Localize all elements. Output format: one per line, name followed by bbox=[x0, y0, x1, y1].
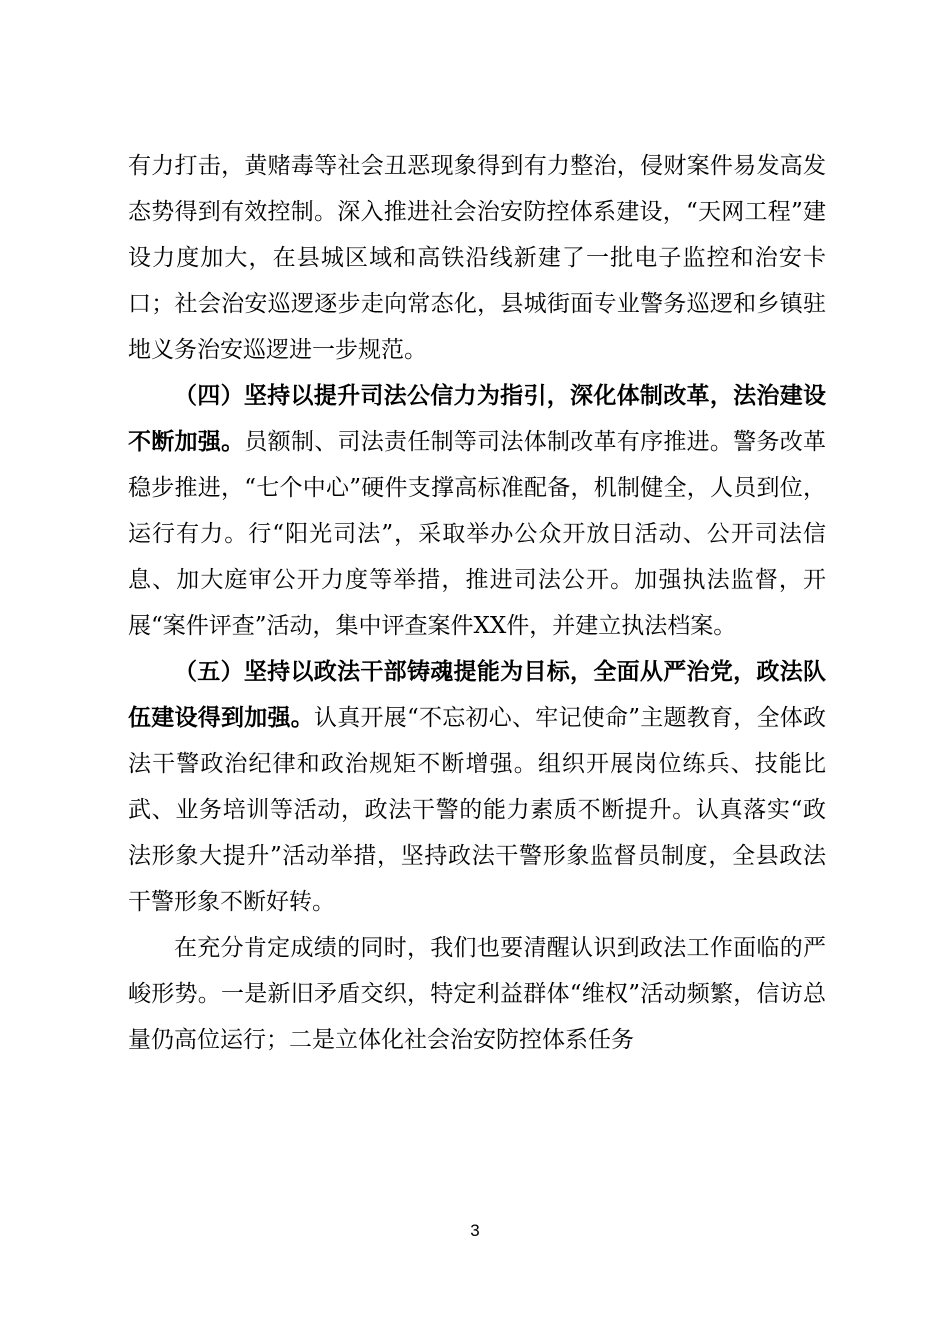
paragraph-section-five bbox=[128, 649, 826, 925]
paragraph-text: 在充分肯定成绩的同时，我们也要清醒认识到政法工作面临的严峻形势。一是新旧矛盾交织，特定利益群体“维权”活动频繁，信访总量仍高位运行；二是立体化社会治安防控体系任务 bbox=[128, 935, 826, 1053]
page-number: 3 bbox=[470, 1221, 480, 1240]
section-heading-five: （五）坚持以政法干部铸魂提能为目标，全面从严治党，政法队伍建设得到加强。 bbox=[128, 659, 826, 731]
paragraph-section-four bbox=[128, 373, 826, 649]
paragraph-text: 有力打击，黄赌毒等社会丑恶现象得到有力整治，侵财案件易发高发态势得到有效控制。深入推进社会治安防控体系建设，“天网工程”建设力度加大，在县城区域和高铁沿线新建了一批电子监控和治安卡口；社会治安巡逻逐步走向常态化，县城街面专业警务巡逻和乡镇驻地义务治安巡逻进一步规范。 bbox=[128, 153, 826, 363]
paragraph-text: 员额制、司法责任制等司法体制改革有序推进。警务改革稳步推进，“七个中心”硬件支撑高标准配备，机制健全，人员到位，运行有力。行“阳光司法”，采取举办公众开放日活动、公开司法信息、加大庭审公开力度等举措，推进司法公开。加强执法监督，开展“案件评查”活动，集中评查案件XX件，并建立执法档案。 bbox=[128, 429, 827, 639]
section-heading-four: （四）坚持以提升司法公信力为指引，深化体制改革，法治建设不断加强。 bbox=[128, 383, 826, 455]
paragraph-continuation bbox=[128, 143, 826, 373]
page-body bbox=[128, 143, 826, 1063]
paragraph-text: 认真开展“不忘初心、牢记使命”主题教育，全体政法干警政治纪律和政治规矩不断增强。组织开展岗位练兵、技能比武、业务培训等活动，政法干警的能力素质不断提升。认真落实“政法形象大提升”活动举措，坚持政法干警形象监督员制度，全县政法干警形象不断好转。 bbox=[128, 705, 826, 915]
paragraph-challenges bbox=[128, 925, 826, 1063]
